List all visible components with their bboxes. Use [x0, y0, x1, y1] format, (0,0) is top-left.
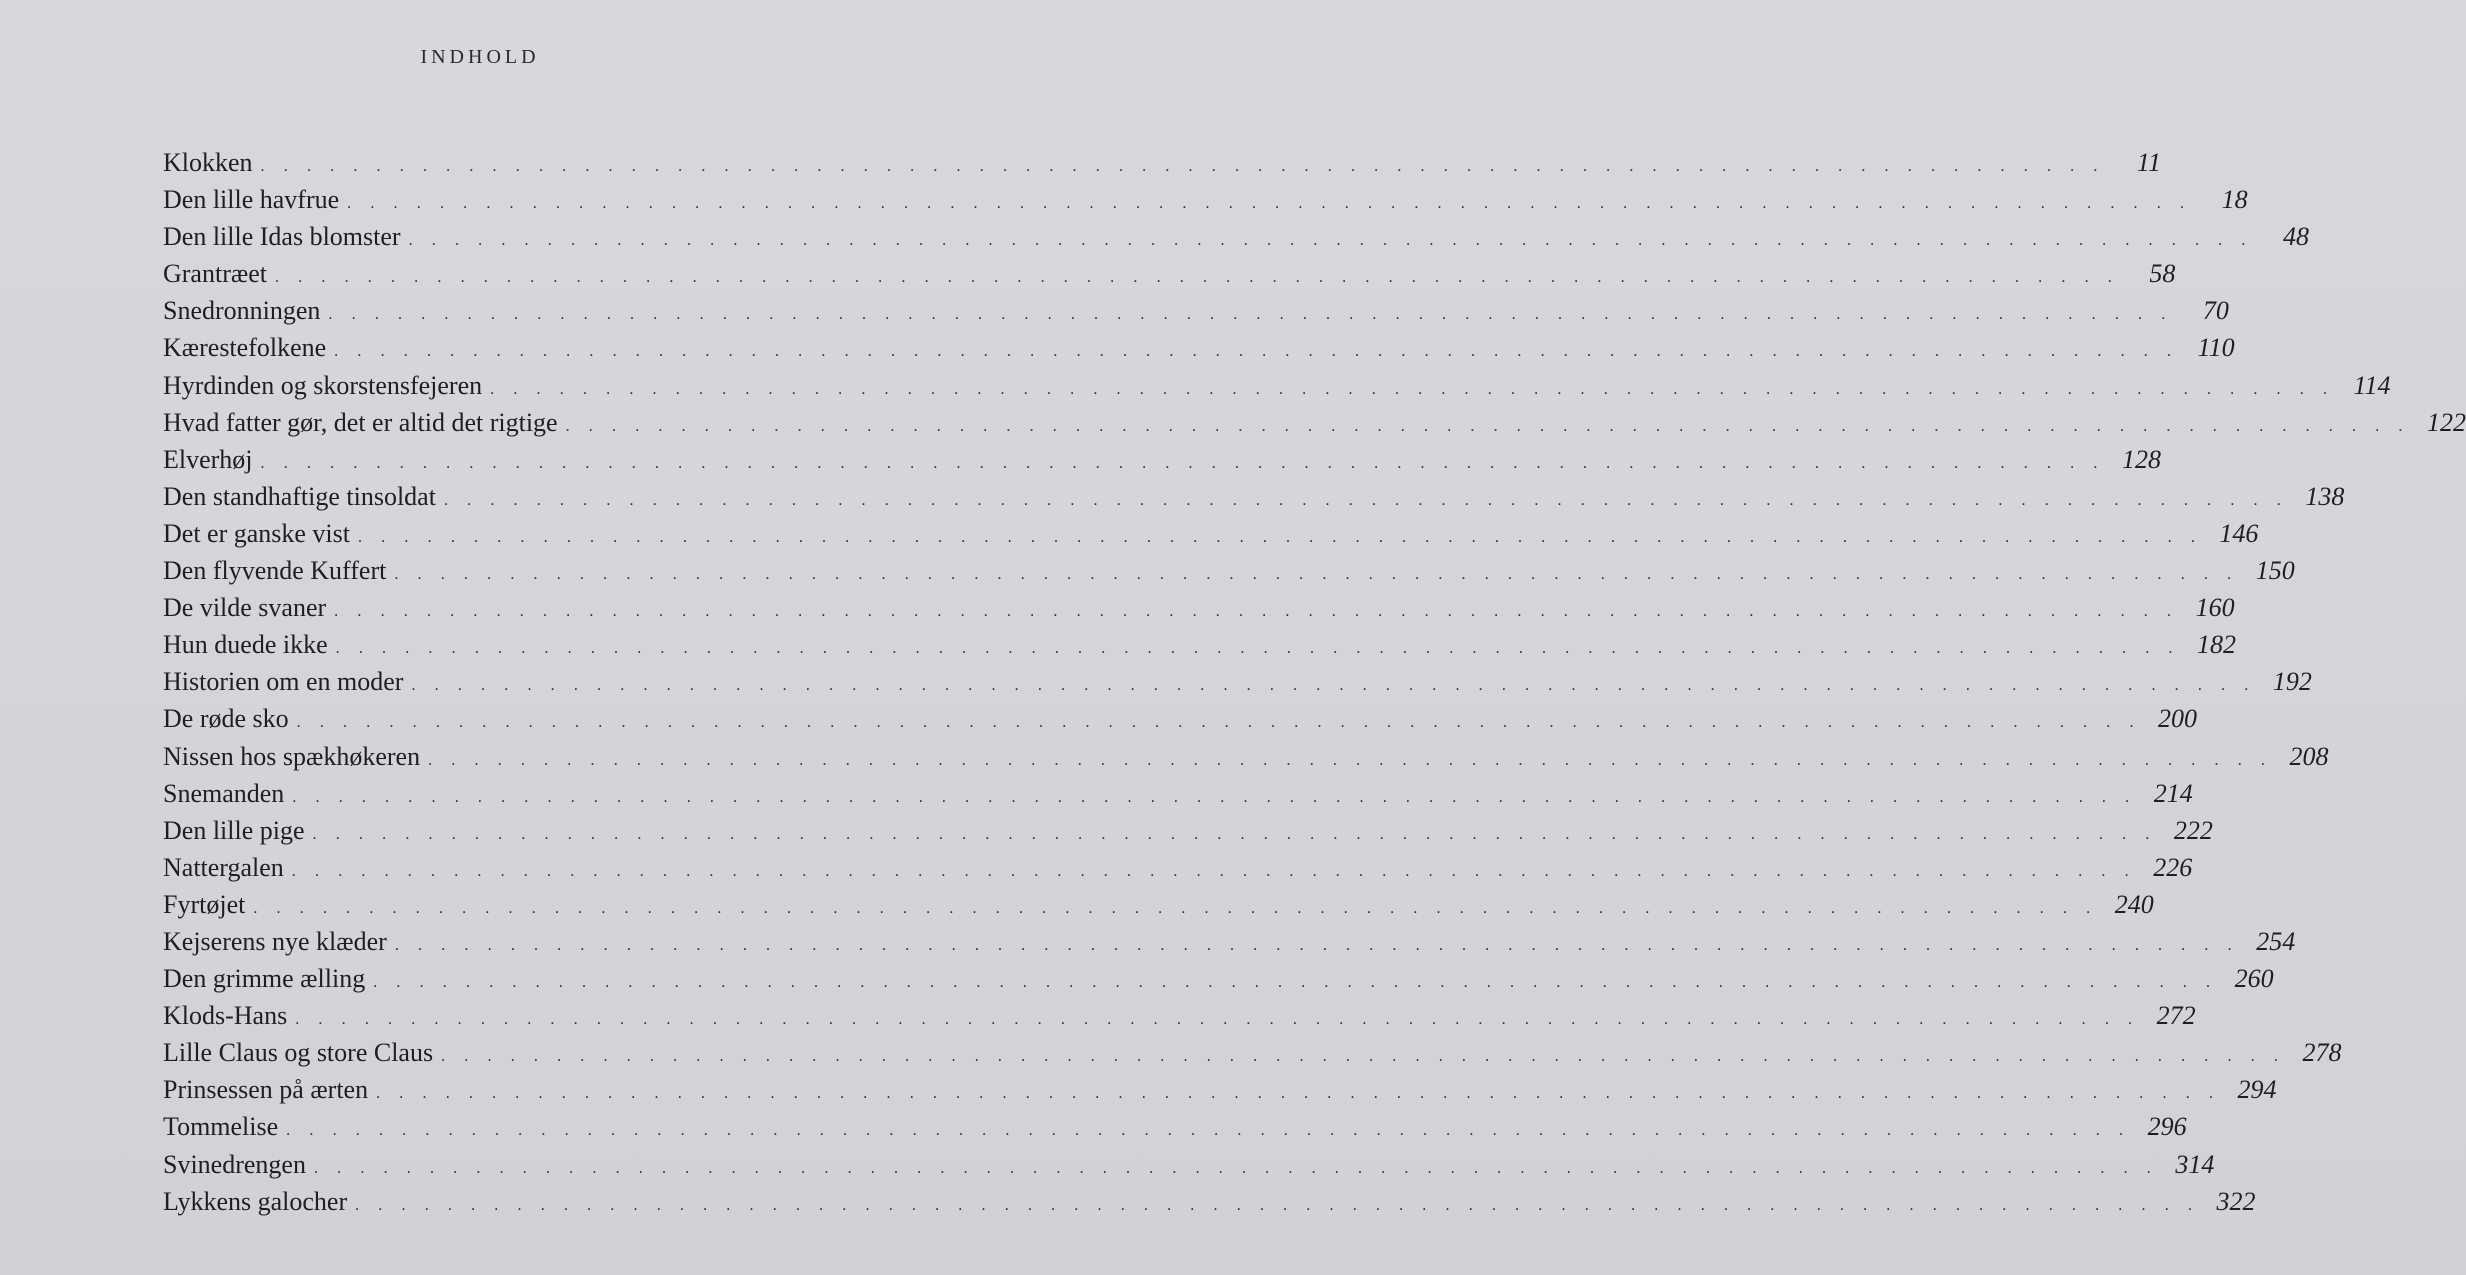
dot-leader: . . . . . . . . . . . . . . . . . . . . . . . . . . . . . . . . . . . . . . . . . . . . . . . . . . . . . . . . . . . . . . . . . . . . . . . . . . . . . . . .: [328, 306, 2173, 324]
toc-entry: [163, 1183, 2256, 1220]
dot-leader: . . . . . . . . . . . . . . . . . . . . . . . . . . . . . . . . . . . . . . . . . . . . . . . . . . . . . . . . . . . . . . . . . . . . . . . . . . . . . . . .: [355, 1196, 2200, 1214]
entry-page-number: 260: [2234, 964, 2274, 994]
entry-page-number: 122: [2427, 407, 2466, 437]
toc-entry: [163, 1034, 2342, 1071]
toc-entry: [163, 144, 2161, 181]
toc-entry: [163, 1108, 2187, 1145]
dot-leader: . . . . . . . . . . . . . . . . . . . . . . . . . . . . . . . . . . . . . . . . . . . . . . . . . . . . . . . . . . . . . . . . . . . . . . . . . . . . . . . .: [490, 380, 2335, 398]
entry-title: Det er ganske vist: [163, 518, 351, 548]
dot-leader: . . . . . . . . . . . . . . . . . . . . . . . . . . . . . . . . . . . . . . . . . . . . . . . . . . . . . . . . . . . . . . . . . . . . . . . . . . . . . . . .: [296, 714, 2142, 732]
entry-page-number: 138: [2305, 481, 2345, 511]
dot-leader: . . . . . . . . . . . . . . . . . . . . . . . . . . . . . . . . . . . . . . . . . . . . . . . . . . . . . . . . . . . . . . . . . . . . . . . . . . . . . . . .: [358, 528, 2203, 546]
table-of-contents: [163, 144, 2466, 1220]
entry-title: Den grimme ælling: [163, 964, 366, 994]
dot-leader: . . . . . . . . . . . . . . . . . . . . . . . . . . . . . . . . . . . . . . . . . . . . . . . . . . . . . . . . . . . . . . . . . . . . . . . . . . . . . . . .: [286, 1122, 2131, 1140]
dot-leader: . . . . . . . . . . . . . . . . . . . . . . . . . . . . . . . . . . . . . . . . . . . . . . . . . . . . . . . . . . . . . . . . . . . . . . . . . . . . . . . .: [313, 1159, 2159, 1177]
entry-title: Nissen hos spækhøkeren: [163, 741, 421, 771]
entry-page-number: 58: [2149, 259, 2176, 289]
entry-page-number: 226: [2153, 852, 2193, 882]
entry-title: Den flyvende Kuffert: [163, 556, 387, 586]
toc-entry: [163, 292, 2229, 329]
dot-leader: . . . . . . . . . . . . . . . . . . . . . . . . . . . . . . . . . . . . . . . . . . . . . . . . . . . . . . . . . . . . . . . . . . . . . . . . . . . . . . . .: [334, 343, 2179, 361]
dot-leader: . . . . . . . . . . . . . . . . . . . . . . . . . . . . . . . . . . . . . . . . . . . . . . . . . . . . . . . . . . . . . . . . . . . . . . . . . . . . . . . .: [411, 677, 2256, 695]
dot-leader: . . . . . . . . . . . . . . . . . . . . . . . . . . . . . . . . . . . . . . . . . . . . . . . . . . . . . . . . . . . . . . . . . . . . . . . . . . . . . . . .: [565, 417, 2410, 435]
entry-title: Lille Claus og store Claus: [163, 1038, 434, 1068]
toc-entry: [163, 812, 2213, 849]
entry-page-number: 70: [2202, 296, 2229, 326]
dot-leader: . . . . . . . . . . . . . . . . . . . . . . . . . . . . . . . . . . . . . . . . . . . . . . . . . . . . . . . . . . . . . . . . . . . . . . . . . . . . . . . .: [335, 640, 2181, 658]
toc-entry: [163, 404, 2466, 441]
entry-title: Klokken: [163, 148, 253, 177]
entry-page-number: 146: [2219, 518, 2259, 548]
entry-title: Grantræet: [163, 259, 267, 289]
entry-title: Den lille pige: [163, 815, 305, 845]
toc-entry: [163, 886, 2154, 923]
dot-leader: . . . . . . . . . . . . . . . . . . . . . . . . . . . . . . . . . . . . . . . . . . . . . . . . . . . . . . . . . . . . . . . . . . . . . . . . . . . . . . . .: [347, 195, 2192, 213]
toc-entry: [163, 775, 2193, 812]
toc-entry: [163, 181, 2248, 218]
entry-title: Klods-Hans: [163, 1001, 288, 1031]
toc-entry: [163, 997, 2196, 1034]
dot-leader: . . . . . . . . . . . . . . . . . . . . . . . . . . . . . . . . . . . . . . . . . . . . . . . . . . . . . . . . . . . . . . . . . . . . . . . . . . . . . . . .: [428, 751, 2273, 769]
entry-page-number: 278: [2302, 1038, 2342, 1068]
dot-leader: . . . . . . . . . . . . . . . . . . . . . . . . . . . . . . . . . . . . . . . . . . . . . . . . . . . . . . . . . . . . . . . . . . . . . . . . . . . . . . . .: [394, 566, 2239, 584]
toc-entry: [163, 923, 2296, 960]
dot-leader: . . . . . . . . . . . . . . . . . . . . . . . . . . . . . . . . . . . . . . . . . . . . . . . . . . . . . . . . . . . . . . . . . . . . . . . . . . . . . . . .: [274, 269, 2120, 287]
toc-entry: [163, 663, 2312, 700]
dot-leader: . . . . . . . . . . . . . . . . . . . . . . . . . . . . . . . . . . . . . . . . . . . . . . . . . . . . . . . . . . . . . . . . . . . . . . . . . . . . . . . .: [443, 491, 2289, 509]
entry-page-number: 322: [2216, 1186, 2256, 1216]
entry-title: Prinsessen på ærten: [163, 1075, 369, 1105]
entry-page-number: 272: [2156, 1001, 2196, 1031]
entry-page-number: 110: [2197, 333, 2235, 363]
entry-title: Den standhaftige tinsoldat: [163, 481, 436, 511]
dot-leader: . . . . . . . . . . . . . . . . . . . . . . . . . . . . . . . . . . . . . . . . . . . . . . . . . . . . . . . . . . . . . . . . . . . . . . . . . . . . . . . .: [408, 232, 2253, 250]
toc-entry: [163, 367, 2391, 404]
entry-page-number: 128: [2121, 444, 2161, 474]
entry-page-number: 182: [2197, 630, 2237, 660]
entry-page-number: 208: [2289, 741, 2329, 771]
entry-page-number: 11: [2136, 148, 2161, 177]
entry-page-number: 296: [2147, 1112, 2187, 1142]
dot-leader: . . . . . . . . . . . . . . . . . . . . . . . . . . . . . . . . . . . . . . . . . . . . . . . . . . . . . . . . . . . . . . . . . . . . . . . . . . . . . . . .: [295, 1011, 2140, 1029]
entry-title: Den lille havfrue: [163, 185, 340, 215]
entry-page-number: 18: [2221, 185, 2248, 215]
page-heading: INDHOLD: [420, 46, 540, 68]
dot-leader: . . . . . . . . . . . . . . . . . . . . . . . . . . . . . . . . . . . . . . . . . . . . . . . . . . . . . . . . . . . . . . . . . . . . . . . . . . . . . . . .: [312, 825, 2157, 843]
toc-entry: [163, 1071, 2277, 1108]
entry-page-number: 294: [2237, 1075, 2277, 1105]
toc-entry: [163, 700, 2198, 737]
toc-entry: [163, 960, 2274, 997]
toc-entry: [163, 849, 2193, 886]
toc-entry: [163, 738, 2329, 775]
entry-page-number: 222: [2173, 815, 2213, 845]
entry-title: Den lille Idas blomster: [163, 222, 401, 252]
entry-page-number: 160: [2195, 593, 2235, 623]
dot-leader: . . . . . . . . . . . . . . . . . . . . . . . . . . . . . . . . . . . . . . . . . . . . . . . . . . . . . . . . . . . . . . . . . . . . . . . . . . . . . . . .: [394, 936, 2240, 954]
entry-page-number: 114: [2353, 370, 2391, 400]
entry-title: Snemanden: [163, 778, 285, 808]
dot-leader: . . . . . . . . . . . . . . . . . . . . . . . . . . . . . . . . . . . . . . . . . . . . . . . . . . . . . . . . . . . . . . . . . . . . . . . . . . . . . . . .: [373, 974, 2218, 992]
toc-entry: [163, 589, 2235, 626]
dot-leader: . . . . . . . . . . . . . . . . . . . . . . . . . . . . . . . . . . . . . . . . . . . . . . . . . . . . . . . . . . . . . . . . . . . . . . . . . . . . . . . .: [291, 862, 2137, 880]
toc-entry: [163, 329, 2235, 366]
entry-title: Snedronningen: [163, 296, 321, 326]
entry-title: Hun duede ikke: [163, 630, 328, 660]
entry-title: Kejserens nye klæder: [163, 926, 387, 956]
toc-entry: [163, 255, 2176, 292]
entry-page-number: 240: [2114, 889, 2154, 919]
dot-leader: . . . . . . . . . . . . . . . . . . . . . . . . . . . . . . . . . . . . . . . . . . . . . . . . . . . . . . . . . . . . . . . . . . . . . . . . . . . . . . . .: [334, 603, 2179, 621]
dot-leader: . . . . . . . . . . . . . . . . . . . . . . . . . . . . . . . . . . . . . . . . . . . . . . . . . . . . . . . . . . . . . . . . . . . . . . . . . . . . . . . .: [376, 1085, 2221, 1103]
entry-title: Tommelise: [163, 1112, 279, 1142]
dot-leader: . . . . . . . . . . . . . . . . . . . . . . . . . . . . . . . . . . . . . . . . . . . . . . . . . . . . . . . . . . . . . . . . . . . . . . . . . . . . . . . .: [292, 788, 2137, 806]
entry-page-number: 314: [2175, 1149, 2215, 1179]
entry-title: De røde sko: [163, 704, 289, 734]
dot-leader: . . . . . . . . . . . . . . . . . . . . . . . . . . . . . . . . . . . . . . . . . . . . . . . . . . . . . . . . . . . . . . . . . . . . . . . . . . . . . . . .: [253, 899, 2098, 917]
entry-page-number: 200: [2158, 704, 2198, 734]
dot-leader: . . . . . . . . . . . . . . . . . . . . . . . . . . . . . . . . . . . . . . . . . . . . . . . . . . . . . . . . . . . . . . . . . . . . . . . . . . . . . . . .: [260, 158, 2105, 175]
entry-page-number: 254: [2256, 926, 2296, 956]
entry-title: Elverhøj: [163, 444, 253, 474]
entry-page-number: 214: [2153, 778, 2193, 808]
dot-leader: . . . . . . . . . . . . . . . . . . . . . . . . . . . . . . . . . . . . . . . . . . . . . . . . . . . . . . . . . . . . . . . . . . . . . . . . . . . . . . . .: [441, 1048, 2286, 1066]
entry-page-number: 192: [2272, 667, 2312, 697]
toc-entry: [163, 218, 2309, 255]
toc-entry: [163, 515, 2259, 552]
entry-title: Historien om en moder: [163, 667, 404, 697]
entry-title: Fyrtøjet: [163, 889, 246, 919]
dot-leader: . . . . . . . . . . . . . . . . . . . . . . . . . . . . . . . . . . . . . . . . . . . . . . . . . . . . . . . . . . . . . . . . . . . . . . . . . . . . . . . .: [260, 454, 2105, 472]
entry-page-number: 150: [2255, 556, 2295, 586]
entry-title: Hvad fatter gør, det er altid det rigtige: [163, 407, 558, 437]
entry-title: Hyrdinden og skorstensfejeren: [163, 370, 483, 400]
toc-entry: [163, 478, 2345, 515]
toc-entry: [163, 1146, 2215, 1183]
entry-title: Nattergalen: [163, 852, 284, 882]
entry-page-number: 48: [2282, 222, 2309, 252]
toc-entry: [163, 552, 2295, 589]
entry-title: Svinedrengen: [163, 1149, 306, 1179]
entry-title: Kærestefolkene: [163, 333, 327, 363]
entry-title: De vilde svaner: [163, 593, 327, 623]
toc-entry: [163, 626, 2237, 663]
entry-title: Lykkens galocher: [163, 1186, 348, 1216]
toc-entry: [163, 441, 2161, 478]
